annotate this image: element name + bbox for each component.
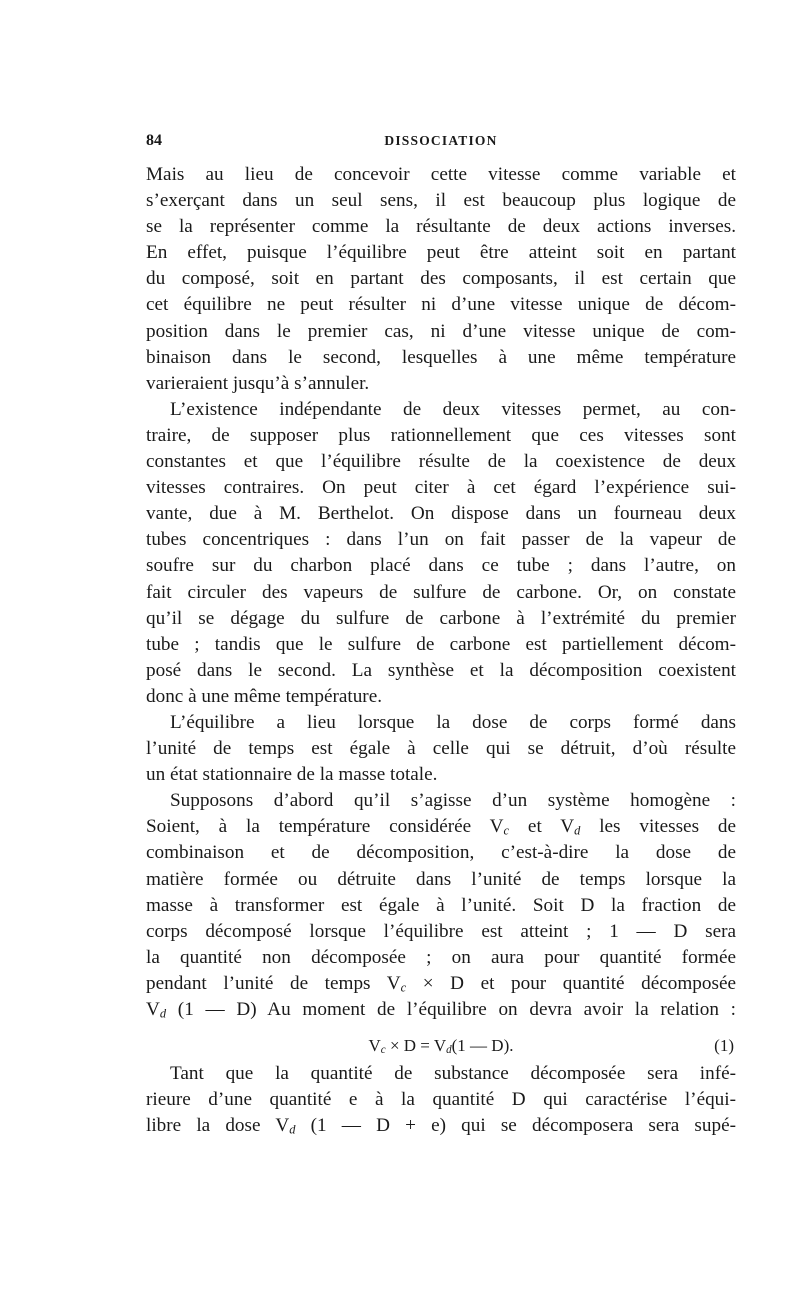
paragraph-5 <box>146 1061 736 1139</box>
text-line: traire, de supposer plus rationnellement que ces vitesses sont <box>146 424 736 446</box>
text-line: libre la dose $V_d$ (1 — D + e) qui se décomposera sera supé- <box>146 1115 736 1137</box>
text-line: soufre sur du charbon placé dans ce tube ; dans l’autre, on <box>146 555 736 577</box>
text-line: L’existence indépendante de deux vitesses permet, au con- <box>170 398 736 420</box>
text-line: corps décomposé lorsque l’équilibre est atteint ; 1 — D sera <box>146 920 736 942</box>
text-line: binaison dans le second, lesquelles à une même température <box>146 346 736 368</box>
text-line: Supposons d’abord qu’il s’agisse d’un système homogène : <box>170 790 736 812</box>
paragraph-4 <box>146 788 736 1023</box>
book-page <box>146 128 736 1139</box>
running-title: DISSOCIATION <box>384 133 498 148</box>
page-header <box>146 128 736 162</box>
body-text <box>146 162 736 1139</box>
equation-1 <box>146 1027 736 1061</box>
text-line: se la représenter comme la résultante de deux actions inverses. <box>146 216 736 238</box>
paragraph-2 <box>146 397 736 710</box>
text-line: Tant que la quantité de substance décomposée sera infé- <box>170 1063 736 1085</box>
text-line: varieraient jusqu’à s’annuler. <box>146 372 370 394</box>
paragraph-1 <box>146 162 736 397</box>
text-line: s’exerçant dans un seul sens, il est beaucoup plus logique de <box>146 190 736 212</box>
text-line: posé dans le second. La synthèse et la décomposition coexistent <box>146 659 736 681</box>
text-line: l’unité de temps est égale à celle qui se détruit, d’où résulte <box>146 738 736 760</box>
text-line: fait circuler des vapeurs de sulfure de carbone. Or, on constate <box>146 581 736 603</box>
text-line: qu’il se dégage du sulfure de carbone à l’extrémité du premier <box>146 607 736 629</box>
equation-number: (1) <box>714 1036 734 1056</box>
text-line: vante, due à M. Berthelot. On dispose dans un fourneau deux <box>146 503 736 525</box>
text-line: un état stationnaire de la masse totale. <box>146 764 438 786</box>
text-line: masse à transformer est égale à l’unité. Soit D la fraction de <box>146 894 736 916</box>
text-line: tube ; tandis que le sulfure de carbone est partiellement décom- <box>146 633 736 655</box>
equation-formula: $V_c \times D = V_d(1$ — D). <box>368 1036 514 1057</box>
text-line: Mais au lieu de concevoir cette vitesse comme variable et <box>146 164 736 185</box>
text-line: Soient, à la température considérée $V_c$ et $V_d$ les vitesses de <box>146 816 736 838</box>
text-line: vitesses contraires. On peut citer à cet égard l’expérience sui- <box>146 477 736 499</box>
text-line: position dans le premier cas, ni d’une vitesse unique de com- <box>146 320 736 342</box>
text-line: $V_d$ (1 — D) Au moment de l’équilibre on devra avoir la relation : <box>146 999 736 1021</box>
paragraph-3 <box>146 710 736 788</box>
text-line: pendant l’unité de temps $V_c \times D$ et pour quantité décomposée <box>146 972 736 995</box>
text-line: En effet, puisque l’équilibre peut être atteint soit en partant <box>146 242 736 264</box>
text-line: donc à une même température. <box>146 685 383 707</box>
text-line: L’équilibre a lieu lorsque la dose de corps formé dans <box>170 711 736 733</box>
text-line: constantes et que l’équilibre résulte de la coexistence de deux <box>146 451 736 473</box>
text-line: tubes concentriques : dans l’un on fait passer de la vapeur de <box>146 529 736 551</box>
text-line: la quantité non décomposée ; on aura pour quantité formée <box>146 946 736 968</box>
text-line: combinaison et de décomposition, c’est-à-dire la dose de <box>146 842 736 864</box>
text-line: cet équilibre ne peut résulter ni d’une vitesse unique de décom- <box>146 294 736 316</box>
text-line: rieure d’une quantité e à la quantité D qui caractérise l’équi- <box>146 1089 736 1111</box>
text-line: du composé, soit en partant des composants, il est certain que <box>146 268 736 290</box>
page-number: 84 <box>146 132 162 149</box>
text-line: matière formée ou détruite dans l’unité de temps lorsque la <box>146 868 736 890</box>
